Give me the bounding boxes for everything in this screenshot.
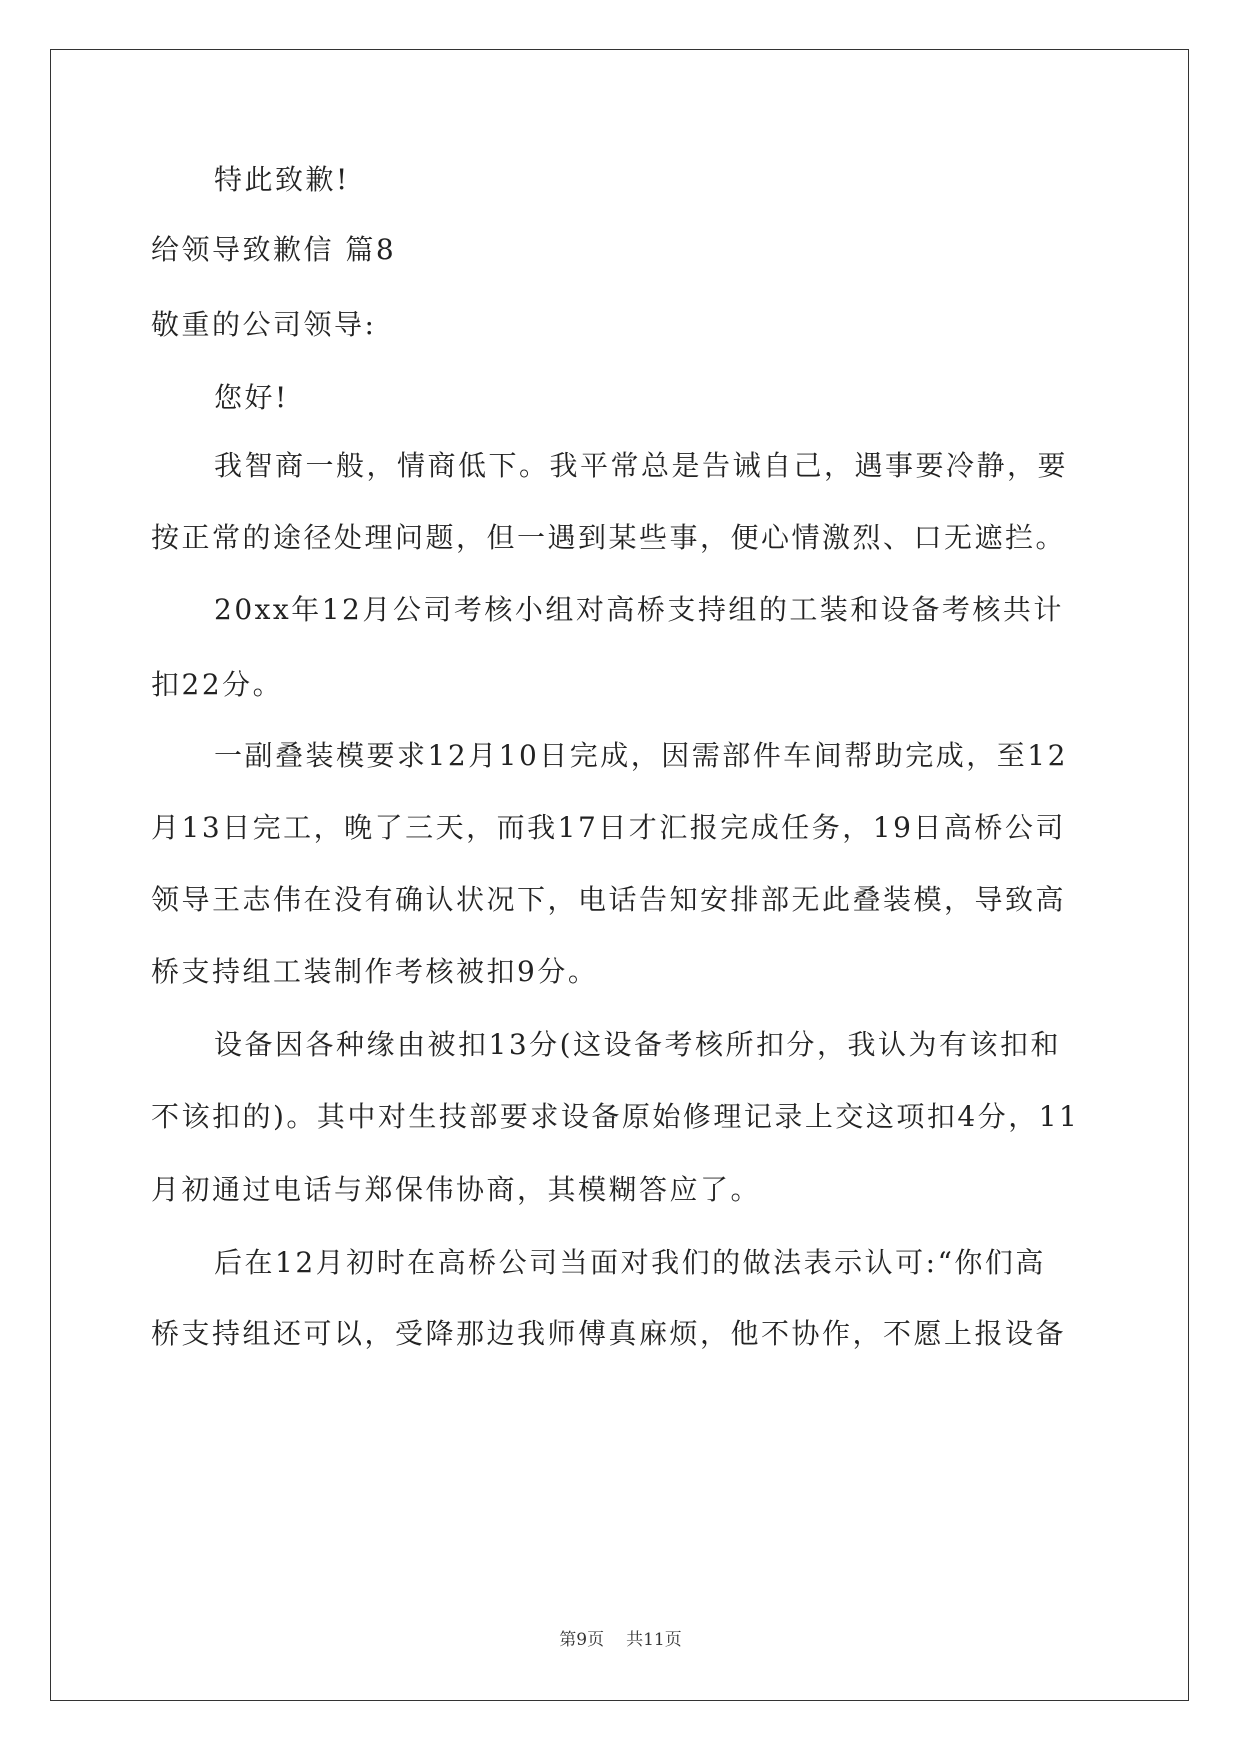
paragraph-line: 桥支持组还可以，受降那边我师傅真麻烦，他不协作，不愿上报设备	[151, 1317, 1067, 1350]
section-heading: 给领导致歉信 篇8	[151, 233, 397, 266]
paragraph-line: 不该扣的)。其中对生技部要求设备原始修理记录上交这项扣4分，11	[151, 1100, 1080, 1133]
page-total: 共11页	[626, 1630, 682, 1650]
paragraph-line: 月初通过电话与郑保伟协商，其模糊答应了。	[151, 1173, 762, 1206]
closing-line: 特此致歉!	[214, 163, 350, 196]
paragraph-line: 设备因各种缘由被扣13分(这设备考核所扣分，我认为有该扣和	[214, 1028, 1062, 1061]
page-border	[50, 49, 1189, 1701]
page-number: 第9页	[559, 1630, 605, 1650]
paragraph-line: 后在12月初时在高桥公司当面对我们的做法表示认可:“你们高	[214, 1246, 1046, 1279]
paragraph-line: 我智商一般，情商低下。我平常总是告诫自己，遇事要冷静，要	[214, 449, 1069, 482]
paragraph-line: 扣22分。	[151, 668, 284, 701]
salutation: 敬重的公司领导:	[151, 308, 377, 341]
paragraph-line: 月13日完工，晚了三天，而我17日才汇报完成任务，19日高桥公司	[151, 811, 1066, 844]
paragraph-line: 一副叠装模要求12月10日完成，因需部件车间帮助完成，至12	[214, 739, 1068, 772]
paragraph-line: 按正常的途径处理问题，但一遇到某些事，便心情激烈、口无遮拦。	[151, 521, 1067, 554]
paragraph-line: 领导王志伟在没有确认状况下，电话告知安排部无此叠装模，导致高	[151, 883, 1067, 916]
paragraph-line: 桥支持组工装制作考核被扣9分。	[151, 955, 599, 988]
paragraph-line: 20xx年12月公司考核小组对高桥支持组的工装和设备考核共计	[214, 593, 1064, 626]
page-footer	[0, 1625, 1241, 1650]
greeting: 您好!	[214, 381, 289, 414]
